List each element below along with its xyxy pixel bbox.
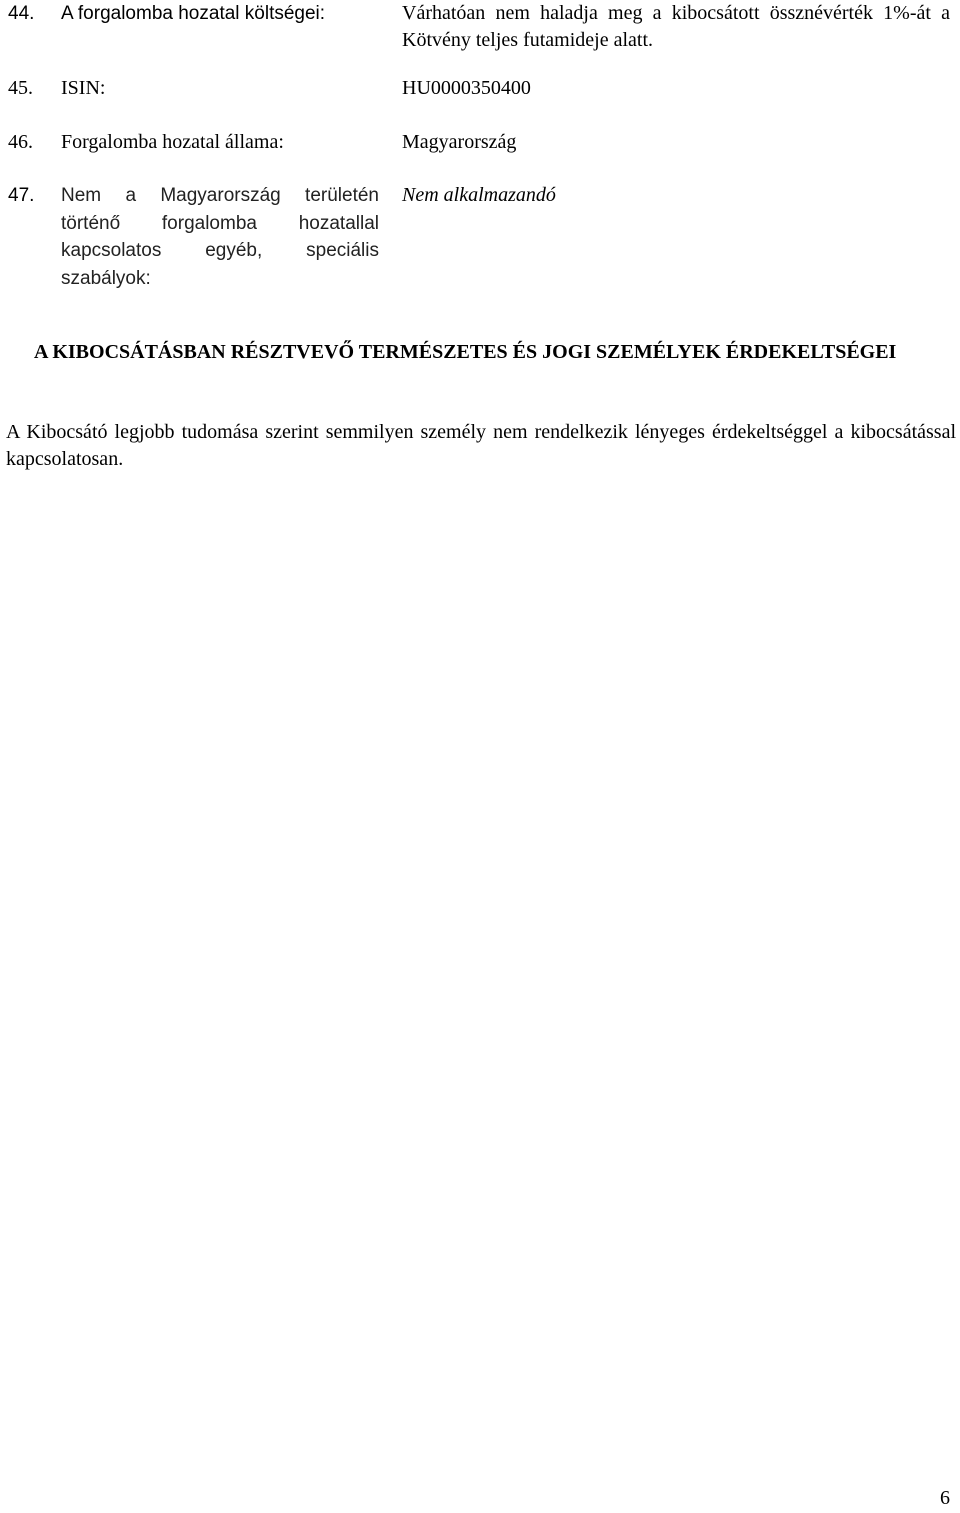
item-value: Magyarország <box>402 131 517 153</box>
section-heading: A KIBOCSÁTÁSBAN RÉSZTVEVŐ TERMÉSZETES ÉS JOGI SZEMÉLYEK ÉRDEKELTSÉGEI <box>34 341 897 363</box>
item-number: 45. <box>8 77 33 99</box>
page-number: 6 <box>940 1487 950 1509</box>
item-value: Várhatóan nem haladja meg a kibocsátott össznévérték 1%-át a Kötvény teljes futamideje alatt. <box>402 2 950 51</box>
item-label: Nem a Magyarország területén történő forgalomba hozatallal kapcsolatos egyéb, speciális szabályok: <box>61 185 379 289</box>
item-label: A forgalomba hozatal költségei: <box>61 3 326 24</box>
item-number: 46. <box>8 131 33 153</box>
item-label: ISIN: <box>61 77 106 99</box>
section-paragraph: A Kibocsátó legjobb tudomása szerint semmilyen személy nem rendelkezik lényeges érdekeltséggel a kibocsátással kapcsolatosan. <box>6 421 956 470</box>
item-number: 47. <box>8 185 35 206</box>
item-number: 44. <box>8 3 35 24</box>
item-value: HU0000350400 <box>402 77 531 99</box>
item-label: Forgalomba hozatal állama: <box>61 131 284 153</box>
item-value: Nem alkalmazandó <box>402 184 556 206</box>
